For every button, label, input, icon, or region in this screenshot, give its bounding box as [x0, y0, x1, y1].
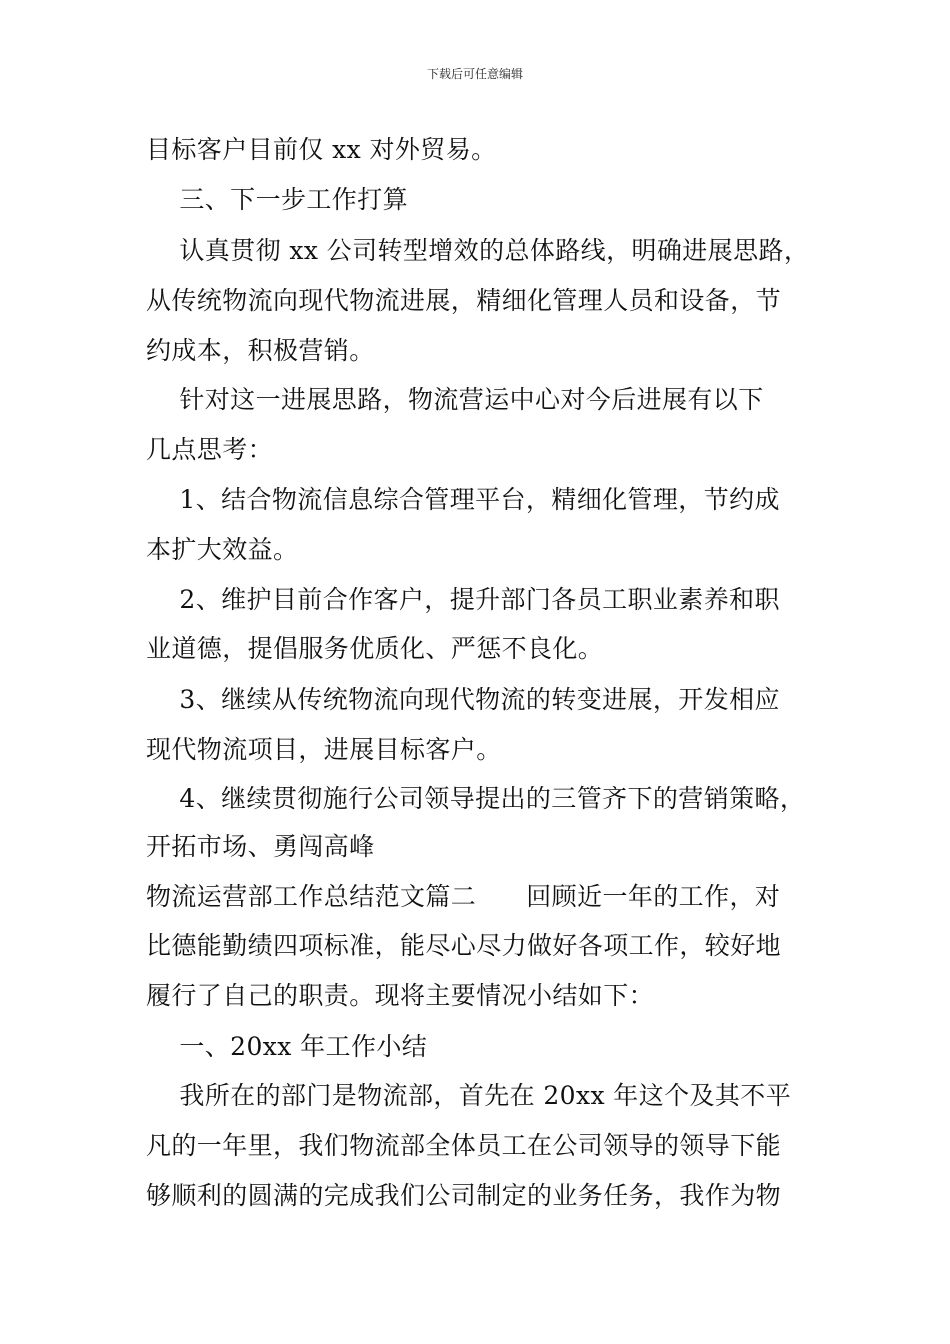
body-line: 履行了自己的职责。现将主要情况小结如下：: [146, 981, 655, 1010]
body-line: 我所在的部门是物流部，首先在 20xx 年这个及其不平: [146, 1081, 792, 1110]
body-line: 认真贯彻 xx 公司转型增效的总体路线，明确进展思路，: [146, 236, 810, 265]
article-title-line: 物流运营部工作总结范文篇二 回顾近一年的工作，对: [146, 882, 781, 911]
body-line: 本扩大效益。: [146, 535, 299, 564]
body-line: 比德能勤绩四项标准，能尽心尽力做好各项工作，较好地: [146, 931, 782, 960]
body-line: 针对这一进展思路，物流营运中心对今后进展有以下: [146, 385, 764, 414]
body-line: 开拓市场、勇闯高峰: [146, 832, 375, 861]
section-heading: 三、下一步工作打算: [146, 185, 408, 214]
body-line: 业道德，提倡服务优质化、严惩不良化。: [146, 634, 604, 663]
body-line: 从传统物流向现代物流进展，精细化管理人员和设备，节: [146, 286, 782, 315]
list-item: 1、结合物流信息综合管理平台，精细化管理，节约成: [146, 485, 780, 514]
list-item: 3、继续从传统物流向现代物流的转变进展，开发相应: [146, 685, 780, 714]
list-item: 4、继续贯彻施行公司领导提出的三管齐下的营销策略，: [146, 784, 806, 813]
section-heading: 一、20xx 年工作小结: [146, 1032, 428, 1061]
body-line: 目标客户目前仅 xx 对外贸易。: [146, 135, 497, 164]
page-header: 下载后可任意编辑: [426, 67, 523, 81]
body-line: 凡的一年里，我们物流部全体员工在公司领导的领导下能: [146, 1131, 782, 1160]
body-line: 几点思考：: [146, 435, 274, 464]
body-line: 约成本，积极营销。: [146, 336, 375, 365]
list-item: 2、维护目前合作客户，提升部门各员工职业素养和职: [146, 585, 780, 614]
body-line: 现代物流项目，进展目标客户。: [146, 735, 502, 764]
body-line: 够顺利的圆满的完成我们公司制定的业务任务，我作为物: [146, 1181, 782, 1210]
